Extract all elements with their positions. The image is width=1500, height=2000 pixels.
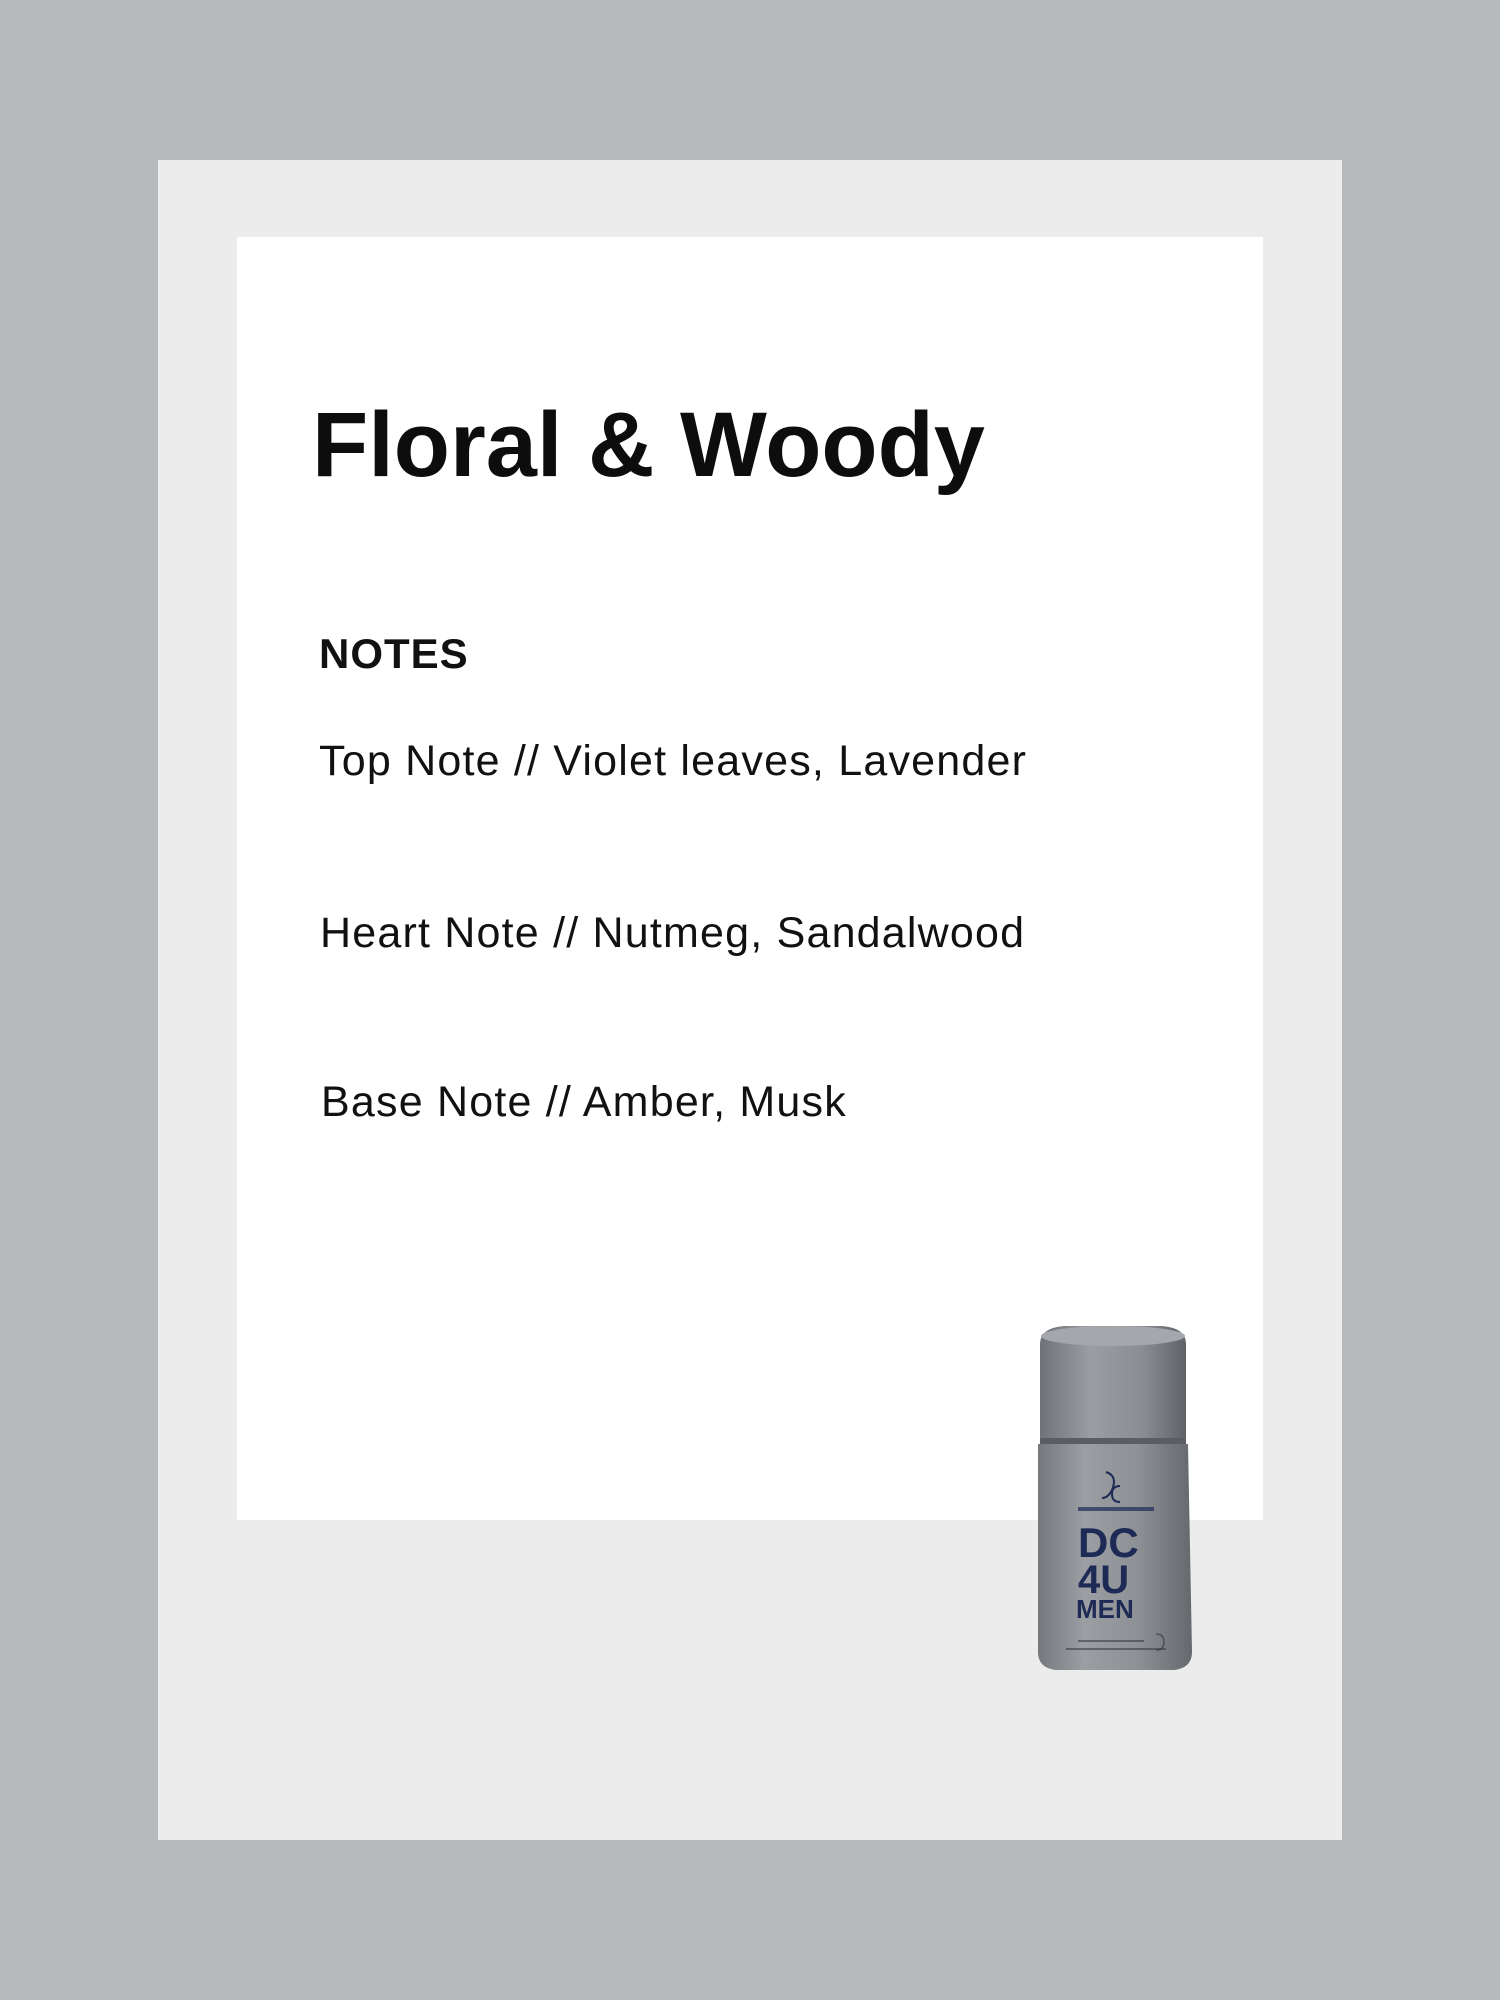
logo-line-2: 4U (1078, 1558, 1130, 1602)
heart-note: Heart Note // Nutmeg, Sandalwood (320, 909, 1026, 957)
base-note: Base Note // Amber, Musk (321, 1078, 847, 1126)
logo-line-1: DC (1078, 1519, 1139, 1566)
logo-line-3: MEN (1076, 1594, 1134, 1624)
notes-heading: NOTES (319, 630, 469, 677)
page-title: Floral & Woody (312, 394, 985, 496)
top-note: Top Note // Violet leaves, Lavender (319, 737, 1028, 785)
perfume-bottle-image (1034, 1322, 1198, 1678)
perfume-bottle-icon (1034, 1322, 1198, 1678)
